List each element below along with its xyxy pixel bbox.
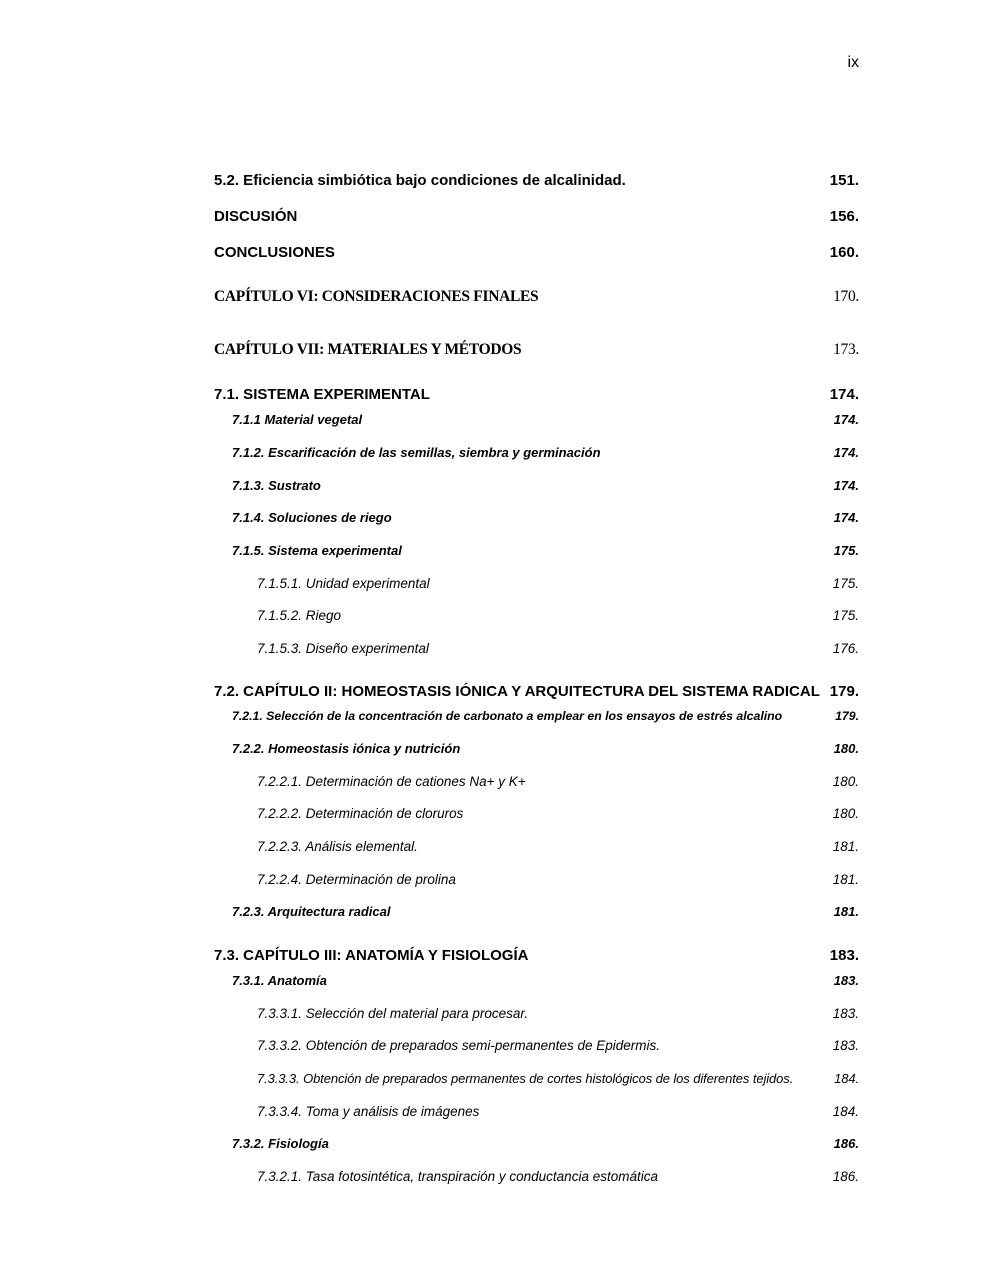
toc-entry-page: 156. bbox=[829, 208, 859, 225]
toc-entry-title: 7.1.2. Escarificación de las semillas, siembra y germinación bbox=[232, 445, 601, 460]
page-number: ix bbox=[847, 54, 859, 71]
toc-entry-title: 7.2.3. Arquitectura radical bbox=[232, 904, 391, 919]
toc-entry-title: 7.1. SISTEMA EXPERIMENTAL bbox=[214, 386, 430, 403]
toc-subsubentry[interactable] bbox=[257, 806, 859, 821]
toc-subentry[interactable] bbox=[232, 412, 859, 427]
toc-subsubentry[interactable] bbox=[257, 1169, 859, 1184]
toc-entry-title: 7.2.1. Selección de la concentración de carbonato a emplear en los ensayos de estrés alcalino bbox=[232, 709, 783, 723]
toc-entry-page: 184. bbox=[834, 1071, 859, 1086]
toc-entry-title: 7.1.3. Sustrato bbox=[232, 478, 321, 493]
toc-entry-page: 175. bbox=[833, 543, 859, 558]
toc-subsubentry[interactable] bbox=[257, 1071, 859, 1086]
toc-entry[interactable] bbox=[214, 386, 859, 403]
toc-subentry[interactable] bbox=[232, 445, 859, 460]
toc-chapter-entry[interactable] bbox=[214, 341, 859, 359]
toc-entry-page: 184. bbox=[832, 1104, 859, 1119]
toc-entry-page: 180. bbox=[832, 774, 859, 789]
toc-entry-title: 7.2.2.3. Análisis elemental. bbox=[257, 839, 418, 854]
toc-subentry[interactable] bbox=[232, 741, 859, 756]
toc-entry-title: 7.3.2.1. Tasa fotosintética, transpiración y conductancia estomática bbox=[257, 1169, 658, 1184]
toc-entry-page: 183. bbox=[832, 1038, 859, 1053]
toc-entry-title: 7.1.5. Sistema experimental bbox=[232, 543, 402, 558]
toc-entry-page: 181. bbox=[832, 872, 859, 887]
toc-entry-title: 7.2.2.4. Determinación de prolina bbox=[257, 872, 456, 887]
toc-entry-page: 174. bbox=[833, 445, 859, 460]
toc-subentry[interactable] bbox=[232, 709, 859, 723]
toc-entry-page: 183. bbox=[833, 973, 859, 988]
toc-subsubentry[interactable] bbox=[257, 576, 859, 591]
toc-entry-page: 186. bbox=[833, 1136, 859, 1151]
toc-entry-title: 5.2. Eficiencia simbiótica bajo condiciones de alcalinidad. bbox=[214, 172, 626, 189]
toc-subsubentry[interactable] bbox=[257, 1038, 859, 1053]
toc-entry-page: 174. bbox=[829, 386, 859, 403]
toc-entry-title: 7.2.2.2. Determinación de cloruros bbox=[257, 806, 464, 821]
toc-entry-title: 7.2.2. Homeostasis iónica y nutrición bbox=[232, 741, 461, 756]
toc-entry-title: 7.2.2.1. Determinación de cationes Na+ y K+ bbox=[257, 774, 526, 789]
toc-subentry[interactable] bbox=[232, 904, 859, 919]
toc-entry[interactable] bbox=[214, 244, 859, 261]
toc-entry[interactable] bbox=[214, 683, 859, 700]
toc-entry-page: 181. bbox=[833, 904, 859, 919]
toc-entry-page: 174. bbox=[833, 510, 859, 525]
toc-entry-page: 183. bbox=[832, 1006, 859, 1021]
toc-entry-page: 151. bbox=[829, 172, 859, 189]
toc-entry-title: 7.3.2. Fisiología bbox=[232, 1136, 329, 1151]
toc-entry-title: 7.1.5.1. Unidad experimental bbox=[257, 576, 430, 591]
toc-entry-title: 7.2. CAPÍTULO II: HOMEOSTASIS IÓNICA Y ARQUITECTURA DEL SISTEMA RADICAL bbox=[214, 683, 820, 700]
toc-entry-page: 176. bbox=[832, 641, 859, 656]
toc-subentry[interactable] bbox=[232, 1136, 859, 1151]
toc-entry-page: 179. bbox=[829, 683, 859, 700]
toc-subsubentry[interactable] bbox=[257, 641, 859, 656]
toc-entry-page: 186. bbox=[832, 1169, 859, 1184]
toc-entry-title: 7.3.3.3. Obtención de preparados permanentes de cortes histológicos de los diferentes tejidos. bbox=[257, 1071, 794, 1086]
toc-entry-page: 180. bbox=[833, 741, 859, 756]
toc-subentry[interactable] bbox=[232, 973, 859, 988]
toc-subsubentry[interactable] bbox=[257, 774, 859, 789]
toc-entry-title: 7.3. CAPÍTULO III: ANATOMÍA Y FISIOLOGÍA bbox=[214, 947, 529, 964]
toc-chapter-entry[interactable] bbox=[214, 288, 859, 306]
toc-entry-title: CONCLUSIONES bbox=[214, 244, 335, 261]
toc-entry-title: CAPÍTULO VII: MATERIALES Y MÉTODOS bbox=[214, 341, 522, 358]
toc-entry-page: 173. bbox=[833, 341, 859, 358]
toc-entry-title: 7.3.3.1. Selección del material para procesar. bbox=[257, 1006, 529, 1021]
toc-entry-title: 7.3.1. Anatomía bbox=[232, 973, 327, 988]
toc-entry-page: 180. bbox=[832, 806, 859, 821]
toc-entry-title: 7.1.5.3. Diseño experimental bbox=[257, 641, 429, 656]
toc-entry-title: 7.3.3.4. Toma y análisis de imágenes bbox=[257, 1104, 480, 1119]
toc-entry[interactable] bbox=[214, 947, 859, 964]
toc-entry-page: 174. bbox=[833, 478, 859, 493]
toc-subsubentry[interactable] bbox=[257, 1104, 859, 1119]
toc-entry-title: DISCUSIÓN bbox=[214, 208, 298, 225]
toc-subsubentry[interactable] bbox=[257, 839, 859, 854]
toc-entry-page: 170. bbox=[833, 288, 859, 305]
toc-entry-title: 7.1.1 Material vegetal bbox=[232, 412, 363, 427]
toc-entry-page: 175. bbox=[832, 576, 859, 591]
toc-entry-title: 7.3.3.2. Obtención de preparados semi-permanentes de Epidermis. bbox=[257, 1038, 660, 1053]
toc-subentry[interactable] bbox=[232, 510, 859, 525]
toc-subsubentry[interactable] bbox=[257, 872, 859, 887]
toc-entry-title: 7.1.4. Soluciones de riego bbox=[232, 510, 392, 525]
toc-subsubentry[interactable] bbox=[257, 1006, 859, 1021]
toc-entry-page: 174. bbox=[833, 412, 859, 427]
toc-entry-page: 183. bbox=[829, 947, 859, 964]
toc-entry-title: 7.1.5.2. Riego bbox=[257, 608, 342, 623]
toc-entry-page: 160. bbox=[829, 244, 859, 261]
toc-entry-page: 181. bbox=[832, 839, 859, 854]
toc-entry-page: 175. bbox=[832, 608, 859, 623]
toc-subsubentry[interactable] bbox=[257, 608, 859, 623]
toc-entry-page: 179. bbox=[835, 709, 859, 723]
toc-entry-title: CAPÍTULO VI: CONSIDERACIONES FINALES bbox=[214, 288, 539, 305]
toc-entry[interactable] bbox=[214, 172, 859, 189]
toc-subentry[interactable] bbox=[232, 543, 859, 558]
toc-entry[interactable] bbox=[214, 208, 859, 225]
toc-subentry[interactable] bbox=[232, 478, 859, 493]
